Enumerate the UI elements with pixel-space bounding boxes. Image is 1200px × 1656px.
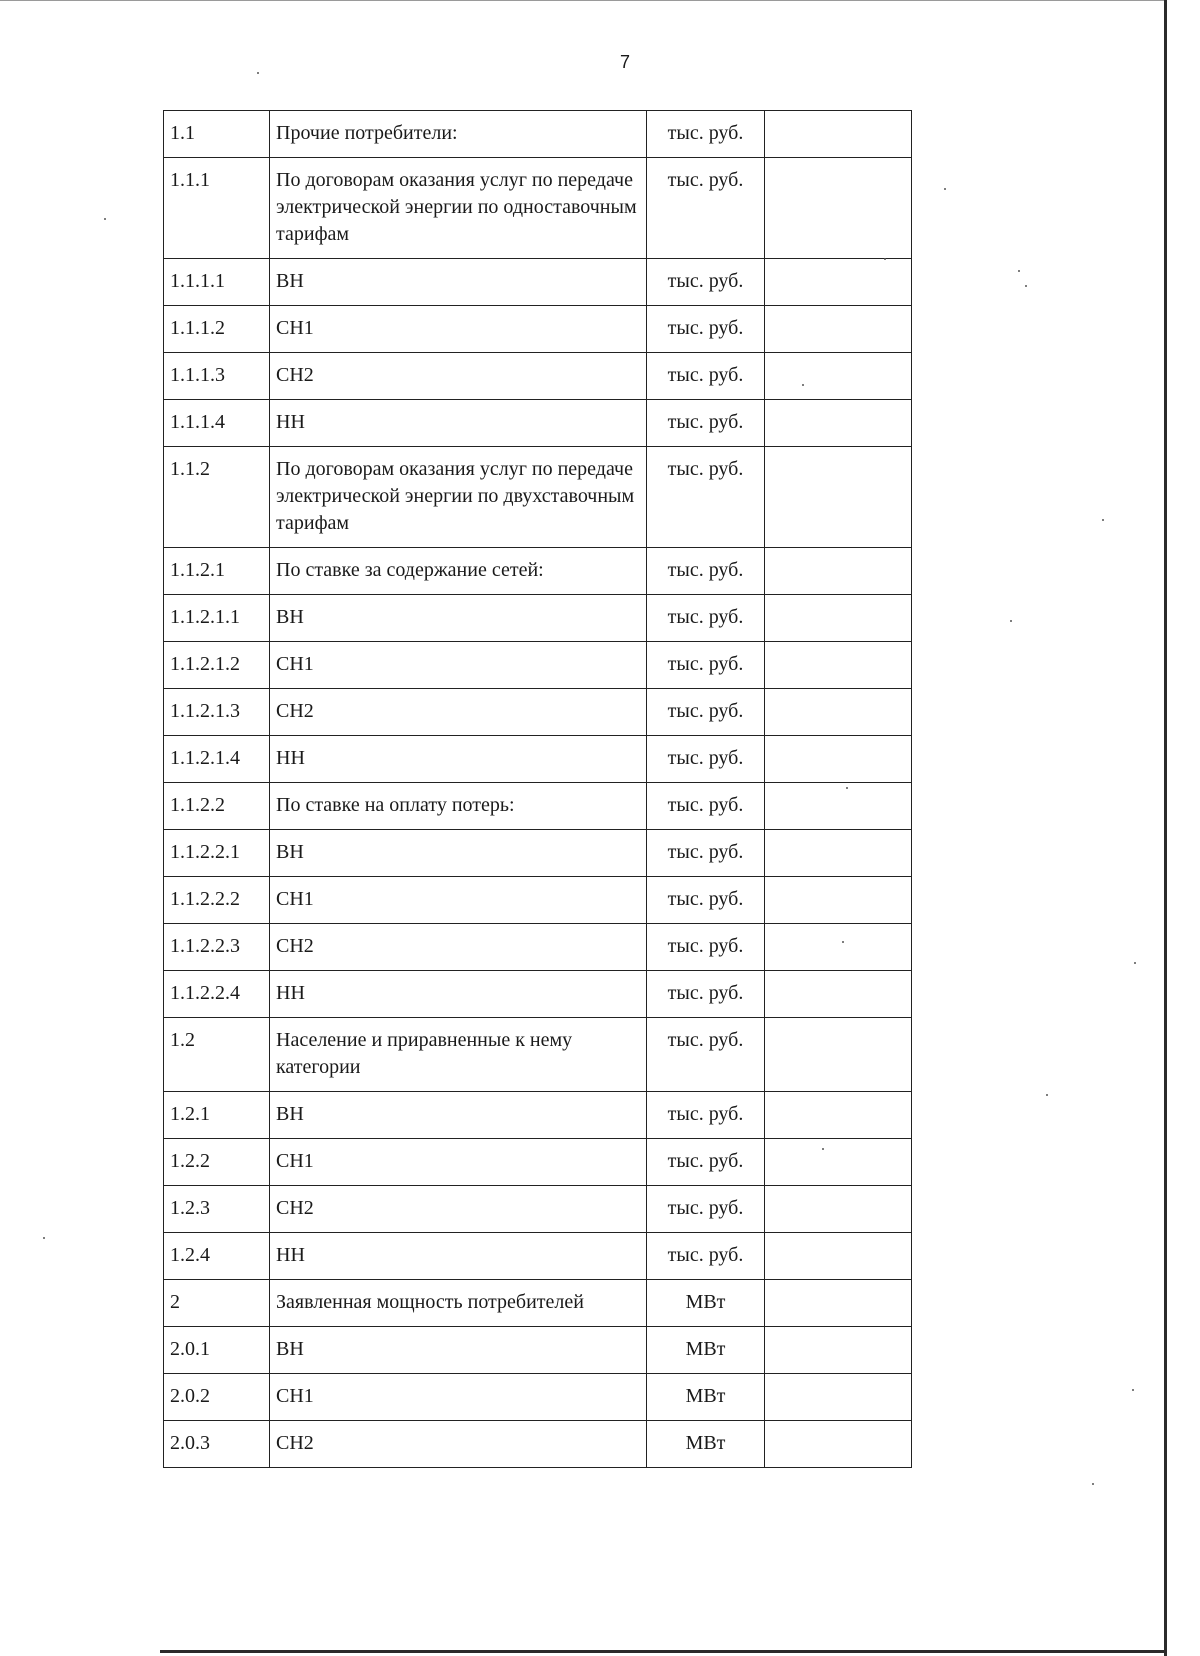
row-code-cell: 1.1.1.2 xyxy=(164,306,270,353)
row-name-cell: ВН xyxy=(270,595,647,642)
table-row xyxy=(164,1233,912,1280)
row-value-cell xyxy=(765,1280,912,1327)
row-value-cell xyxy=(765,158,912,259)
row-code-cell: 1.2.2 xyxy=(164,1139,270,1186)
row-unit-cell: тыс. руб. xyxy=(647,1018,765,1092)
scan-speck xyxy=(1018,270,1020,272)
row-value-cell xyxy=(765,1421,912,1468)
row-code-cell: 1.1.2.2 xyxy=(164,783,270,830)
row-value-cell xyxy=(765,924,912,971)
row-name-cell: НН xyxy=(270,736,647,783)
row-unit-cell: тыс. руб. xyxy=(647,736,765,783)
table-row xyxy=(164,400,912,447)
scan-speck xyxy=(1102,519,1104,521)
row-name-cell: СН2 xyxy=(270,924,647,971)
scan-speck xyxy=(1025,285,1027,287)
row-unit-cell: тыс. руб. xyxy=(647,1186,765,1233)
row-code-cell: 1.1.2.2.3 xyxy=(164,924,270,971)
row-code-cell: 1.2.4 xyxy=(164,1233,270,1280)
row-value-cell xyxy=(765,1233,912,1280)
row-name-cell: СН2 xyxy=(270,1421,647,1468)
page-edge-right xyxy=(1164,0,1167,1656)
scan-speck xyxy=(104,218,106,220)
row-code-cell: 1.1.2 xyxy=(164,447,270,548)
row-value-cell xyxy=(765,877,912,924)
row-unit-cell: тыс. руб. xyxy=(647,447,765,548)
row-code-cell: 1.1 xyxy=(164,111,270,158)
row-unit-cell: тыс. руб. xyxy=(647,783,765,830)
scan-speck xyxy=(1092,1483,1094,1485)
row-unit-cell: тыс. руб. xyxy=(647,111,765,158)
row-unit-cell: тыс. руб. xyxy=(647,548,765,595)
scan-speck xyxy=(842,941,844,943)
table-row xyxy=(164,1092,912,1139)
row-unit-cell: МВт xyxy=(647,1374,765,1421)
row-value-cell xyxy=(765,1139,912,1186)
row-unit-cell: МВт xyxy=(647,1327,765,1374)
row-code-cell: 1.1.2.1.3 xyxy=(164,689,270,736)
row-value-cell xyxy=(765,783,912,830)
row-unit-cell: тыс. руб. xyxy=(647,877,765,924)
row-value-cell xyxy=(765,595,912,642)
row-value-cell xyxy=(765,400,912,447)
row-unit-cell: тыс. руб. xyxy=(647,1233,765,1280)
row-name-cell: Население и приравненные к нему категории xyxy=(270,1018,647,1092)
row-unit-cell: МВт xyxy=(647,1280,765,1327)
row-code-cell: 2.0.1 xyxy=(164,1327,270,1374)
table-row xyxy=(164,259,912,306)
row-code-cell: 1.1.1 xyxy=(164,158,270,259)
row-unit-cell: МВт xyxy=(647,1421,765,1468)
row-code-cell: 1.1.2.1 xyxy=(164,548,270,595)
row-value-cell xyxy=(765,447,912,548)
table-row xyxy=(164,1018,912,1092)
scan-speck xyxy=(1010,620,1012,622)
row-code-cell: 2.0.3 xyxy=(164,1421,270,1468)
scan-speck xyxy=(257,72,259,74)
row-unit-cell: тыс. руб. xyxy=(647,595,765,642)
row-name-cell: СН1 xyxy=(270,306,647,353)
row-code-cell: 2.0.2 xyxy=(164,1374,270,1421)
row-name-cell: СН1 xyxy=(270,877,647,924)
scan-speck xyxy=(944,188,946,190)
table-row xyxy=(164,877,912,924)
row-code-cell: 1.1.2.1.4 xyxy=(164,736,270,783)
row-unit-cell: тыс. руб. xyxy=(647,353,765,400)
row-code-cell: 1.1.2.2.2 xyxy=(164,877,270,924)
row-code-cell: 1.1.1.3 xyxy=(164,353,270,400)
table-row xyxy=(164,1139,912,1186)
table-row xyxy=(164,1327,912,1374)
row-unit-cell: тыс. руб. xyxy=(647,830,765,877)
page-edge-bottom xyxy=(160,1650,1166,1653)
table-row xyxy=(164,1186,912,1233)
row-name-cell: СН2 xyxy=(270,1186,647,1233)
row-value-cell xyxy=(765,1018,912,1092)
table-row xyxy=(164,447,912,548)
scan-speck xyxy=(802,384,804,386)
row-name-cell: НН xyxy=(270,400,647,447)
row-unit-cell: тыс. руб. xyxy=(647,924,765,971)
row-unit-cell: тыс. руб. xyxy=(647,158,765,259)
scan-speck xyxy=(1046,1094,1048,1096)
scan-speck xyxy=(43,1237,45,1239)
row-name-cell: По договорам оказания услуг по передаче электрической энергии по одноставочным тарифам xyxy=(270,158,647,259)
table-row xyxy=(164,971,912,1018)
row-code-cell: 1.2.1 xyxy=(164,1092,270,1139)
tariff-table xyxy=(163,110,912,1468)
table-row xyxy=(164,689,912,736)
scan-speck xyxy=(822,1148,824,1150)
row-unit-cell: тыс. руб. xyxy=(647,1092,765,1139)
row-name-cell: СН1 xyxy=(270,1374,647,1421)
row-value-cell xyxy=(765,1374,912,1421)
table-row xyxy=(164,595,912,642)
row-name-cell: По договорам оказания услуг по передаче электрической энергии по двухставочным тарифам xyxy=(270,447,647,548)
row-name-cell: ВН xyxy=(270,1092,647,1139)
row-code-cell: 1.1.2.2.1 xyxy=(164,830,270,877)
row-name-cell: ВН xyxy=(270,1327,647,1374)
row-value-cell xyxy=(765,353,912,400)
row-name-cell: ВН xyxy=(270,259,647,306)
row-value-cell xyxy=(765,259,912,306)
page-number: 7 xyxy=(619,52,630,72)
row-name-cell: НН xyxy=(270,1233,647,1280)
row-value-cell xyxy=(765,306,912,353)
table-row xyxy=(164,1374,912,1421)
table-row xyxy=(164,548,912,595)
table-row xyxy=(164,642,912,689)
scan-speck xyxy=(1132,1389,1134,1391)
row-name-cell: СН2 xyxy=(270,689,647,736)
row-value-cell xyxy=(765,548,912,595)
table-row xyxy=(164,306,912,353)
table-row xyxy=(164,353,912,400)
row-value-cell xyxy=(765,689,912,736)
row-unit-cell: тыс. руб. xyxy=(647,306,765,353)
row-code-cell: 1.1.1.4 xyxy=(164,400,270,447)
row-value-cell xyxy=(765,736,912,783)
row-value-cell xyxy=(765,971,912,1018)
table-row xyxy=(164,736,912,783)
table-row xyxy=(164,1421,912,1468)
table-body xyxy=(164,111,912,1468)
row-name-cell: Прочие потребители: xyxy=(270,111,647,158)
table-row xyxy=(164,830,912,877)
row-unit-cell: тыс. руб. xyxy=(647,1139,765,1186)
row-unit-cell: тыс. руб. xyxy=(647,642,765,689)
row-value-cell xyxy=(765,1092,912,1139)
row-unit-cell: тыс. руб. xyxy=(647,400,765,447)
row-value-cell xyxy=(765,111,912,158)
row-name-cell: Заявленная мощность потребителей xyxy=(270,1280,647,1327)
row-code-cell: 1.2.3 xyxy=(164,1186,270,1233)
row-name-cell: По ставке за содержание сетей: xyxy=(270,548,647,595)
scan-speck xyxy=(884,258,886,260)
row-code-cell: 1.1.2.2.4 xyxy=(164,971,270,1018)
page-edge-top xyxy=(0,0,1166,1)
table-row xyxy=(164,158,912,259)
row-code-cell: 1.2 xyxy=(164,1018,270,1092)
row-value-cell xyxy=(765,830,912,877)
row-value-cell xyxy=(765,1186,912,1233)
row-code-cell: 1.1.1.1 xyxy=(164,259,270,306)
row-name-cell: СН1 xyxy=(270,642,647,689)
table-row xyxy=(164,1280,912,1327)
row-value-cell xyxy=(765,1327,912,1374)
row-name-cell: По ставке на оплату потерь: xyxy=(270,783,647,830)
table-row xyxy=(164,924,912,971)
row-code-cell: 1.1.2.1.1 xyxy=(164,595,270,642)
row-value-cell xyxy=(765,642,912,689)
scan-speck xyxy=(846,787,848,789)
row-name-cell: ВН xyxy=(270,830,647,877)
row-unit-cell: тыс. руб. xyxy=(647,689,765,736)
row-unit-cell: тыс. руб. xyxy=(647,971,765,1018)
row-name-cell: СН2 xyxy=(270,353,647,400)
row-code-cell: 2 xyxy=(164,1280,270,1327)
table-row xyxy=(164,111,912,158)
row-unit-cell: тыс. руб. xyxy=(647,259,765,306)
scan-speck xyxy=(1134,962,1136,964)
row-name-cell: СН1 xyxy=(270,1139,647,1186)
row-name-cell: НН xyxy=(270,971,647,1018)
table-row xyxy=(164,783,912,830)
row-code-cell: 1.1.2.1.2 xyxy=(164,642,270,689)
